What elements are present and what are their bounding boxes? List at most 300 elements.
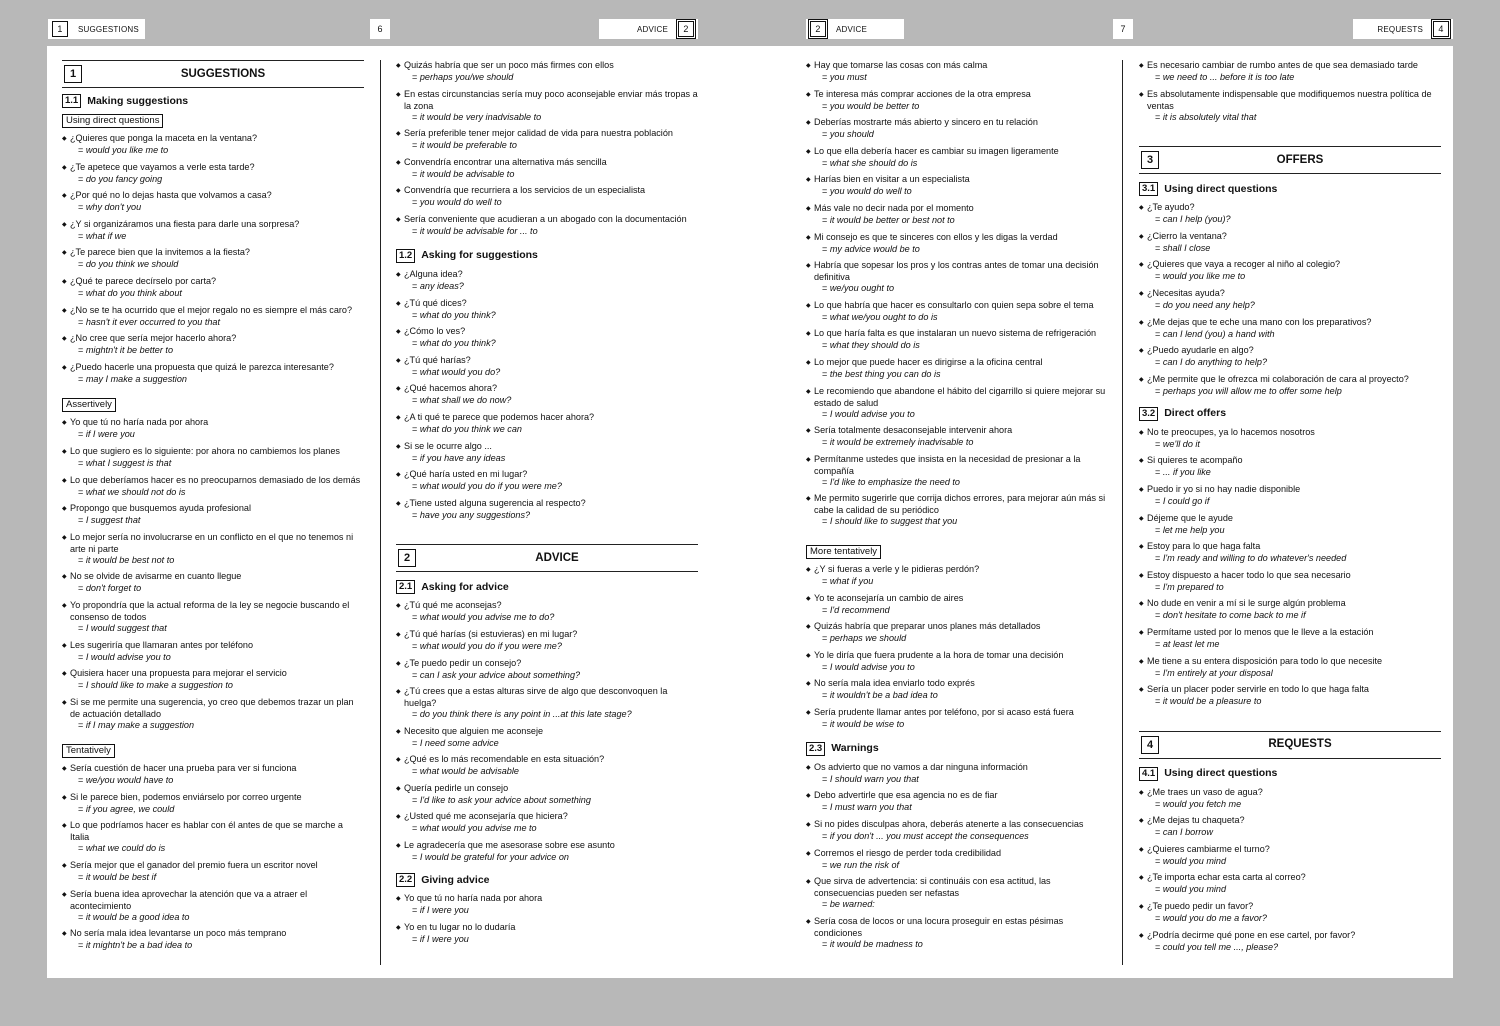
english-gloss: = if I may make a suggestion [62,720,364,731]
spanish-phrase: ◆ Me tiene a su entera disposición para todo lo que necesite [1139,656,1441,668]
spanish-phrase: ◆ ¿Me dejas tu chaqueta? [1139,815,1441,827]
english-gloss: = what shall we do now? [396,395,698,406]
english-gloss: = I would suggest that [62,623,364,634]
phrase-entry [62,475,364,498]
page-number: 6 [370,19,390,39]
english-gloss: = we/you ought to [806,283,1108,294]
category-label: Tentatively [62,744,115,758]
phrase-entry [806,60,1108,83]
category-label: More tentatively [806,545,881,559]
spanish-phrase: ◆ Harías bien en visitar a un especialista [806,174,1108,186]
subsection-heading [806,742,1108,756]
header-chapter-number: 4 [1433,21,1449,37]
english-gloss: = I should like to suggest that you [806,516,1108,527]
english-gloss: = what we could do is [62,843,364,854]
english-gloss: = you must [806,72,1108,83]
spanish-phrase: ◆ ¿Tú crees que a estas alturas sirve de algo que desconvoquen la huelga? [396,686,698,709]
english-gloss: = if you have any ideas [396,453,698,464]
phrase-entry [1139,684,1441,707]
english-gloss: = it would be better or best not to [806,215,1108,226]
phrase-entry [1139,259,1441,282]
english-gloss: = it would be preferable to [396,140,698,151]
english-gloss: = I should warn you that [806,774,1108,785]
phrase-entry [396,783,698,806]
phrase-entry [62,697,364,731]
spanish-phrase: ◆ ¿Tú qué harías (si estuvieras) en mi lugar? [396,629,698,641]
spanish-phrase: ◆ Yo propondría que la actual reforma de la ley se negocie buscando el consenso de todos [62,600,364,623]
phrase-entry [806,328,1108,351]
header-chapter-label: SUGGESTIONS [78,24,139,34]
phrase-entry [396,128,698,151]
spanish-phrase: ◆ Deberías mostrarte más abierto y sincero en tu relación [806,117,1108,129]
spanish-phrase: ◆ Sería preferible tener mejor calidad de vida para nuestra población [396,128,698,140]
spanish-phrase: ◆ Lo que ella debería hacer es cambiar su imagen ligeramente [806,146,1108,158]
spanish-phrase: ◆ Te interesa más comprar acciones de la otra empresa [806,89,1108,101]
subsection-number: 2.1 [396,580,415,594]
english-gloss: = it would be wise to [806,719,1108,730]
phrase-entry [62,503,364,526]
spanish-phrase: ◆ Quizás habría que preparar unos planes más detallados [806,621,1108,633]
phrase-entry [396,441,698,464]
header-chapter-number: 2 [678,21,694,37]
spanish-phrase: ◆ Quizás habría que ser un poco más firmes con ellos [396,60,698,72]
english-gloss: = what I suggest is that [62,458,364,469]
spanish-phrase: ◆ Os advierto que no vamos a dar ninguna información [806,762,1108,774]
spanish-phrase: ◆ Hay que tomarse las cosas con más calma [806,60,1108,72]
phrase-entry [806,819,1108,842]
spanish-phrase: ◆ Le agradecería que me asesorase sobre ese asunto [396,840,698,852]
phrase-entry [1139,787,1441,810]
spanish-phrase: ◆ Yo en tu lugar no lo dudaría [396,922,698,934]
phrase-entry [806,232,1108,255]
spanish-phrase: ◆ Si no pides disculpas ahora, deberás atenerte a las consecuencias [806,819,1108,831]
spanish-phrase: ◆ ¿Tiene usted alguna sugerencia al respecto? [396,498,698,510]
spanish-phrase: ◆ Sería mejor que el ganador del premio fuera un escritor novel [62,860,364,872]
spanish-phrase: ◆ Debo advertirle que esa agencia no es de fiar [806,790,1108,802]
subsection-title: Using direct questions [1164,767,1278,780]
english-gloss: = it would be very inadvisable to [396,112,698,123]
phrase-entry [1139,844,1441,867]
english-gloss: = ... if you like [1139,467,1441,478]
spanish-phrase: ◆ ¿No se te ha ocurrido que el mejor regalo no es siempre el más caro? [62,305,364,317]
spanish-phrase: ◆ ¿Qué te parece decírselo por carta? [62,276,364,288]
english-gloss: = would you like me to [1139,271,1441,282]
section-number: 4 [1141,736,1159,754]
spanish-phrase: ◆ ¿Te parece bien que la invitemos a la fiesta? [62,247,364,259]
english-gloss: = it mightn't be a bad idea to [62,940,364,951]
phrase-entry [396,89,698,123]
phrase-entry [806,89,1108,112]
subsection-heading [396,249,698,263]
subsection-heading [62,94,364,108]
phrase-entry [1139,930,1441,953]
english-gloss: = I'd like to ask your advice about something [396,795,698,806]
english-gloss: = what do you think we can [396,424,698,435]
section-number: 3 [1141,151,1159,169]
english-gloss: = can I borrow [1139,827,1441,838]
english-gloss: = have you any suggestions? [396,510,698,521]
phrase-entry [806,916,1108,950]
spanish-phrase: ◆ Quería pedirle un consejo [396,783,698,795]
spanish-phrase: ◆ Si quieres te acompaño [1139,455,1441,467]
english-gloss: = I'm prepared to [1139,582,1441,593]
spanish-phrase: ◆ ¿Te importa echar esta carta al correo? [1139,872,1441,884]
phrase-entry [806,357,1108,380]
spanish-phrase: ◆ ¿Tú qué me aconsejas? [396,600,698,612]
subsection-number: 3.1 [1139,182,1158,196]
spanish-phrase: ◆ Permítame usted por lo menos que le lleve a la estación [1139,627,1441,639]
phrase-entry [396,157,698,180]
phrase-entry [62,668,364,691]
spanish-phrase: ◆ Sería prudente llamar antes por teléfono, por si acaso está fuera [806,707,1108,719]
section-title: ADVICE [535,551,579,564]
english-gloss: = could you tell me ..., please? [1139,942,1441,953]
spanish-phrase: ◆ ¿Cierro la ventana? [1139,231,1441,243]
spanish-phrase: ◆ Convendría que recurriera a los servicios de un especialista [396,185,698,197]
spanish-phrase: ◆ Sería conveniente que acudieran a un abogado con la documentación [396,214,698,226]
english-gloss: = what we should not do is [62,487,364,498]
phrase-entry [806,174,1108,197]
phrase-entry [396,893,698,916]
english-gloss: = I should like to make a suggestion to [62,680,364,691]
english-gloss: = can I lend (you) a hand with [1139,329,1441,340]
running-header-right [599,19,698,39]
header-chapter-number: 2 [810,21,826,37]
english-gloss: = I would advise you to [806,409,1108,420]
header-chapter-number: 1 [52,21,68,37]
category-label: Assertively [62,398,116,412]
subsection-title: Direct offers [1164,407,1227,420]
phrase-entry [62,333,364,356]
english-gloss: = I'd like to emphasize the need to [806,477,1108,488]
section-heading [62,60,364,88]
section-number: 1 [64,65,82,83]
subsection-title: Asking for suggestions [421,249,538,262]
subsection-number: 2.3 [806,742,825,756]
spanish-phrase: ◆ Estoy dispuesto a hacer todo lo que sea necesario [1139,570,1441,582]
english-gloss: = don't forget to [62,583,364,594]
spanish-phrase: ◆ Lo mejor sería no involucrarse en un conflicto en el que no tenemos ni arte ni parte [62,532,364,555]
english-gloss: = perhaps we should [806,633,1108,644]
english-gloss: = can I ask your advice about something? [396,670,698,681]
phrase-entry [62,446,364,469]
english-gloss: = I would advise you to [806,662,1108,673]
english-gloss: = you would be better to [806,101,1108,112]
phrase-entry [396,498,698,521]
english-gloss: = I'm ready and willing to do whatever's needed [1139,553,1441,564]
phrase-entry [396,185,698,208]
english-gloss: = let me help you [1139,525,1441,536]
spanish-phrase: ◆ ¿Qué es lo más recomendable en esta situación? [396,754,698,766]
phrase-entry [62,417,364,440]
phrase-entry [62,305,364,328]
spanish-phrase: ◆ Lo que haría falta es que instalaran un nuevo sistema de refrigeración [806,328,1108,340]
phrase-entry [62,247,364,270]
spanish-phrase: ◆ No sería mala idea levantarse un poco más temprano [62,928,364,940]
english-gloss: = do you need any help? [1139,300,1441,311]
spanish-phrase: ◆ Lo que sugiero es lo siguiente: por ahora no cambiemos los planes [62,446,364,458]
header-chapter-label: ADVICE [637,24,668,34]
spanish-phrase: ◆ Les sugeriría que llamaran antes por teléfono [62,640,364,652]
spanish-phrase: ◆ Lo mejor que puede hacer es dirigirse a la oficina central [806,357,1108,369]
spanish-phrase: ◆ Me permito sugerirle que corrija dichos errores, para mejorar aún más si cabe la calidad de su periódico [806,493,1108,516]
subsection-title: Giving advice [421,873,490,886]
phrase-entry [396,326,698,349]
phrase-entry [396,629,698,652]
english-gloss: = if you agree, we could [62,804,364,815]
spanish-phrase: ◆ ¿Tú qué dices? [396,298,698,310]
subsection-heading [1139,182,1441,196]
spanish-phrase: ◆ ¿Quieres que vaya a recoger al niño al colegio? [1139,259,1441,271]
english-gloss: = would you mind [1139,856,1441,867]
phrase-entry [806,203,1108,226]
spanish-phrase: ◆ Sería un placer poder servirle en todo lo que haga falta [1139,684,1441,696]
phrase-entry [62,362,364,385]
header-chapter-label: ADVICE [836,24,867,34]
english-gloss: = what do you think about [62,288,364,299]
column-1 [62,60,364,965]
english-gloss: = what do you think? [396,310,698,321]
phrase-entry [396,355,698,378]
english-gloss: = would you like me to [62,145,364,156]
column-divider [380,60,381,965]
english-gloss: = at least let me [1139,639,1441,650]
phrase-entry [62,889,364,923]
spanish-phrase: ◆ ¿Me traes un vaso de agua? [1139,787,1441,799]
phrase-entry [806,762,1108,785]
english-gloss: = it would be advisable for ... to [396,226,698,237]
phrase-entry [1139,872,1441,895]
english-gloss: = I suggest that [62,515,364,526]
english-gloss: = don't hesitate to come back to me if [1139,610,1441,621]
english-gloss: = the best thing you can do is [806,369,1108,380]
english-gloss: = it would be a good idea to [62,912,364,923]
phrase-entry [806,300,1108,323]
english-gloss: = I would advise you to [62,652,364,663]
spanish-phrase: ◆ No dude en venir a mí si le surge algún problema [1139,598,1441,610]
category-label: Using direct questions [62,114,163,128]
spanish-phrase: ◆ ¿Alguna idea? [396,269,698,281]
phrase-entry [396,726,698,749]
english-gloss: = it would be madness to [806,939,1108,950]
running-header-right [1353,19,1453,39]
english-gloss: = it would be extremely inadvisable to [806,437,1108,448]
phrase-entry [806,493,1108,527]
spanish-phrase: ◆ ¿Te apetece que vayamos a verle esta tarde? [62,162,364,174]
english-gloss: = would you mind [1139,884,1441,895]
spanish-phrase: ◆ Sería cuestión de hacer una prueba para ver si funciona [62,763,364,775]
phrase-entry [1139,345,1441,368]
english-gloss: = it would be a pleasure to [1139,696,1441,707]
spanish-phrase: ◆ Si se me permite una sugerencia, yo creo que debemos trazar un plan de actuación detallado [62,697,364,720]
english-gloss: = mightn't it be better to [62,345,364,356]
spanish-phrase: ◆ ¿No cree que sería mejor hacerlo ahora? [62,333,364,345]
phrase-entry [396,840,698,863]
spanish-phrase: ◆ Lo que podríamos hacer es hablar con él antes de que se marche a Italia [62,820,364,843]
spanish-phrase: ◆ ¿Puedo hacerle una propuesta que quizá le parezca interesante? [62,362,364,374]
phrase-entry [396,754,698,777]
section-title: REQUESTS [1268,738,1332,751]
phrase-entry [62,640,364,663]
spanish-phrase: ◆ ¿Por qué no lo dejas hasta que volvamos a casa? [62,190,364,202]
spanish-phrase: ◆ Más vale no decir nada por el momento [806,203,1108,215]
english-gloss: = I could go if [1139,496,1441,507]
phrase-entry [62,600,364,634]
phrase-entry [396,214,698,237]
phrase-entry [1139,627,1441,650]
spanish-phrase: ◆ Corremos el riesgo de perder toda credibilidad [806,848,1108,860]
spanish-phrase: ◆ Convendría encontrar una alternativa más sencilla [396,157,698,169]
english-gloss: = what would you advise me to [396,823,698,834]
english-gloss: = it is absolutely vital that [1139,112,1441,123]
phrase-entry [62,219,364,242]
english-gloss: = perhaps you will allow me to offer some help [1139,386,1441,397]
english-gloss: = what would be advisable [396,766,698,777]
spanish-phrase: ◆ Permítanme ustedes que insista en la necesidad de presionar a la compañía [806,454,1108,477]
phrase-entry [1139,541,1441,564]
phrase-entry [1139,901,1441,924]
phrase-entry [1139,570,1441,593]
phrase-entry [396,686,698,720]
phrase-entry [62,820,364,854]
spanish-phrase: ◆ Sería cosa de locos or una locura proseguir en estas pésimas condiciones [806,916,1108,939]
phrase-entry [1139,374,1441,397]
subsection-heading [1139,767,1441,781]
spanish-phrase: ◆ Estoy para lo que haga falta [1139,541,1441,553]
phrase-entry [806,848,1108,871]
spanish-phrase: ◆ Yo le diría que fuera prudente a la hora de tomar una decisión [806,650,1108,662]
spanish-phrase: ◆ ¿Y si organizáramos una fiesta para darle una sorpresa? [62,219,364,231]
phrase-entry [62,276,364,299]
phrase-entry [1139,484,1441,507]
subsection-heading [396,580,698,594]
subsection-number: 3.2 [1139,407,1158,421]
spanish-phrase: ◆ Si se le ocurre algo ... [396,441,698,453]
phrase-entry [806,593,1108,616]
spanish-phrase: ◆ Es necesario cambiar de rumbo antes de que sea demasiado tarde [1139,60,1441,72]
spanish-phrase: ◆ ¿Quieres cambiarme el turno? [1139,844,1441,856]
column-divider [1122,60,1123,965]
phrase-entry [396,412,698,435]
subsection-title: Asking for advice [421,580,509,593]
spanish-phrase: ◆ Propongo que busquemos ayuda profesional [62,503,364,515]
spanish-phrase: ◆ ¿Quieres que ponga la maceta en la ventana? [62,133,364,145]
subsection-title: Warnings [831,742,879,755]
phrase-entry [806,146,1108,169]
english-gloss: = shall I close [1139,243,1441,254]
english-gloss: = it would be best not to [62,555,364,566]
spanish-phrase: ◆ Lo que deberíamos hacer es no preocuparnos demasiado de los demás [62,475,364,487]
spanish-phrase: ◆ ¿Qué hacemos ahora? [396,383,698,395]
english-gloss: = if I were you [62,429,364,440]
spanish-phrase: ◆ Habría que sopesar los pros y los contras antes de tomar una decisión definitiva [806,260,1108,283]
section-number: 2 [398,549,416,567]
english-gloss: = it would be advisable to [396,169,698,180]
english-gloss: = if you don't ... you must accept the consequences [806,831,1108,842]
subsection-number: 4.1 [1139,767,1158,781]
header-chapter-label: REQUESTS [1377,24,1423,34]
spanish-phrase: ◆ ¿Tú qué harías? [396,355,698,367]
subsection-heading [1139,407,1441,421]
subsection-number: 1.2 [396,249,415,263]
spanish-phrase: ◆ Sería buena idea aprovechar la atención que va a atraer el acontecimiento [62,889,364,912]
phrase-entry [396,658,698,681]
spanish-phrase: ◆ Déjeme que le ayude [1139,513,1441,525]
english-gloss: = what they should do is [806,340,1108,351]
spanish-phrase: ◆ ¿Cómo lo ves? [396,326,698,338]
phrase-entry [806,117,1108,140]
english-gloss: = you would do well to [806,186,1108,197]
section-title: OFFERS [1276,153,1324,166]
phrase-entry [806,425,1108,448]
section-heading [1139,731,1441,759]
english-gloss: = what if you [806,576,1108,587]
phrase-entry [806,386,1108,420]
spanish-phrase: ◆ Lo que habría que hacer es consultarlo con quien sepa sobre el tema [806,300,1108,312]
english-gloss: = we need to ... before it is too late [1139,72,1441,83]
phrase-entry [1139,427,1441,450]
english-gloss: = do you fancy going [62,174,364,185]
phrase-entry [396,60,698,83]
spanish-phrase: ◆ ¿Usted qué me aconsejaría que hiciera? [396,811,698,823]
column-3 [806,60,1108,965]
subsection-heading [396,873,698,887]
section-title: SUGGESTIONS [180,67,266,80]
english-gloss: = you should [806,129,1108,140]
english-gloss: = hasn't it ever occurred to you that [62,317,364,328]
english-gloss: = my advice would be to [806,244,1108,255]
english-gloss: = what would you do if you were me? [396,641,698,652]
phrase-entry [62,763,364,786]
phrase-entry [1139,231,1441,254]
phrase-entry [1139,455,1441,478]
english-gloss: = what would you advise me to do? [396,612,698,623]
english-gloss: = why don't you [62,202,364,213]
phrase-entry [806,876,1108,910]
spanish-phrase: ◆ Puedo ir yo si no hay nadie disponible [1139,484,1441,496]
english-gloss: = it wouldn't be a bad idea to [806,690,1108,701]
phrase-entry [396,600,698,623]
subsection-number: 2.2 [396,873,415,887]
phrase-entry [806,260,1108,294]
phrase-entry [1139,288,1441,311]
spanish-phrase: ◆ No te preocupes, ya lo hacemos nosotros [1139,427,1441,439]
phrase-entry [62,860,364,883]
english-gloss: = do you think there is any point in ...at this late stage? [396,709,698,720]
phrase-entry [1139,513,1441,536]
phrase-entry [62,190,364,213]
phrase-entry [1139,60,1441,83]
spanish-phrase: ◆ Yo que tú no haría nada por ahora [396,893,698,905]
spanish-phrase: ◆ ¿Y si fueras a verle y le pidieras perdón? [806,564,1108,576]
english-gloss: = perhaps you/we should [396,72,698,83]
phrase-entry [806,707,1108,730]
english-gloss: = would you do me a favor? [1139,913,1441,924]
phrase-entry [396,298,698,321]
spanish-phrase: ◆ ¿Podría decirme qué pone en ese cartel, por favor? [1139,930,1441,942]
column-2 [396,60,698,965]
spanish-phrase: ◆ ¿Te puedo pedir un consejo? [396,658,698,670]
phrase-entry [62,928,364,951]
phrase-entry [1139,89,1441,123]
english-gloss: = what if we [62,231,364,242]
running-header-left [806,19,904,39]
english-gloss: = can I help (you)? [1139,214,1441,225]
phrase-entry [62,792,364,815]
english-gloss: = be warned: [806,899,1108,910]
phrase-entry [1139,815,1441,838]
subsection-title: Making suggestions [87,94,189,107]
